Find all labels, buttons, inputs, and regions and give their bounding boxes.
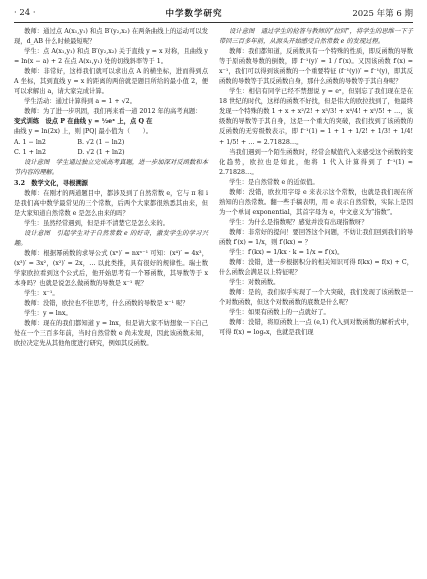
left-column (14, 27, 208, 350)
body-paragraph: 学生：为什么是指数呢？感觉并没有出现指数呀？ (229, 218, 368, 226)
body-paragraph: 教师：我们都知道，反函数具有一个特殊的性质，即反函数的导数等于原函数导数的倒数，即 f⁻¹(y)′ = 1 / f′(x)。又因该函数 f′(x) = x⁻¹，我们可以得到该函数的一个重要特征 (f⁻¹(y))′ = f⁻¹(y)，即其反函数的导数等于其反函数自身，那什么函数的导数等于其自身呢？ (219, 48, 413, 86)
body-paragraph: 学生：相信有同学已经不禁想说 y = eˣ，但别忘了我们现在是在 18 世纪的时代，这样的函数不好找，但是伟大的欧拉找到了，他最终发现一个特殊的数 1 + x + x²/2! + x³/3! + x⁴/4! + x⁵/5! + …，该级数的导数等于其自身，这是一个重大的突破，我们找到了该函数的反函数的无穷级数表示，即 f⁻¹(1) = 1 + 1 + 1/2! + 1/3! + 1/4! + 1/5! + … ≈ 2.71828…。 (219, 88, 413, 146)
body-paragraph: 曲线 y = ln(2x) 上，则 |PQ| 最小值为（ ）。 (14, 128, 153, 136)
body-paragraph: 教师：是的，我们似乎实现了一个大突破，我们发现了该函数是一个对数函数，但这个对数函数的底数是什么呢？ (219, 289, 413, 307)
body-paragraph: 教师：没错，进一步根据积分的相关知识可得 f(kx) = f(x) + C，什么函数会满足以上特征呢？ (219, 259, 413, 277)
issue-label: 2025 年第 6 期 (352, 9, 413, 19)
page-number: · 24 · (14, 8, 36, 18)
body-paragraph: 学生：f′(kx) = 1/kx · k = 1/x = f′(x)。 (229, 249, 344, 257)
body-paragraph: 教师：非常好的提问！要回答这个问题，不妨让我们回到我们的导函数 f′(x) = 1/x，则 f′(kx) = ？ (219, 228, 413, 246)
right-column (219, 27, 413, 338)
design-intent-paragraph: 设计意图 引起学生对于自然常数 e 的好奇，激发学生的学习兴趣。 (14, 229, 208, 247)
body-paragraph: 教师：非常好，这样我们就可以求出点 A 的横坐标，进而得到点 A 坐标，其到直线 y = x 的距离的两倍就是题目所给的最小值 2，便可以求解出 a，请大家完成计算。 (14, 68, 208, 96)
exercise-heading: 变式训练 设点 P 在曲线 y = ½eˣ 上，点 Q 在 (14, 118, 153, 126)
body-paragraph: 教师：没错，欧拉用字母 e 来表示这个常数，也就是我们现在所熟知的自然常数。翻一些手稿表明，用 e 表示自然常数，实际上是因为一个单词 exponential，其首字母为 e，中文意义为“指数”。 (219, 188, 413, 216)
design-intent-paragraph: 设计意图 学生通过独立完成高考真题，进一步加深对反函数和本节内容的理解。 (14, 158, 208, 176)
body-paragraph: 学生：是自然常数 e 的近似值。 (229, 178, 319, 186)
journal-title: 中学数学研究 (165, 9, 223, 19)
body-paragraph: 教师：现在的我们都知道 y = lnx，但是请大家不妨想象一下自己处在一个三百多年前，当时自然常数 e 尚未发现，因此该函数未知，欧拉决定先从其他角度进行研究，例如其反函数。 (14, 320, 208, 348)
body-paragraph: 教师：根据幂函数的求导公式 (xⁿ)′ = nxⁿ⁻¹ 可知：(x⁴)′ = 4x³，(x³)′ = 3x²，(x²)′ = 2x，… 以此类推，具有很好的规律性。瑞士数学家欧拉看到这个公式后，他开始思考有一个幂函数，其导数等于 x 本身吗？也就是说怎么做函数的导数是 x⁻¹ 呢？ (14, 250, 208, 288)
body-paragraph: 学生：x⁻¹。 (24, 290, 59, 298)
body-paragraph: 学生：点 A(x₁,y₁) 和点 B′(y₂,x₂) 关于直线 y = x 对称，且曲线 y = ln(x − a) + 2 在点 A(x₁,y₁) 处的切线斜率等于 1。 (14, 48, 208, 66)
body-paragraph: 教师：在刚才的两道题目中，都涉及到了自然常数 e，它与 π 和 i 是我们高中数学最常见的三个常数，后两个大家都很熟悉其由来，但是大家知道自然常数 e 是怎么由来的吗？ (14, 189, 208, 217)
body-paragraph: 教师：通过点 A(x₁,y₁) 和点 B′(y₂,x₂) 在两条曲线上的运动可以发现，d_AB 什么时候最短呢？ (14, 28, 208, 46)
body-paragraph: 学生：对数函数。 (229, 279, 280, 287)
body-paragraph: 学生活动：通过计算得到 a = 1 + √2。 (24, 98, 136, 106)
body-paragraph: C. 1 + ln2 D. √2 (1 + ln2) (14, 148, 125, 156)
design-intent-paragraph: 设计意图 通过学生的抢答与教师的“拉回”，将学生的思维一下子带回三百多年前，从源头开始感受自然常数 e 的发现过程。 (219, 28, 413, 46)
body-paragraph: 教师：没错，将原函数上一点 (e,1) 代入到对数函数的解析式中，可得 f(x) = logₑx，也就是我们现 (219, 319, 413, 337)
body-paragraph: 教师：没错，欧拉也不住思考，什么函数的导数是 x⁻¹ 呢？ (24, 300, 189, 308)
body-paragraph: 教师：为了进一步巩固，我们再来看一道 2012 年的高考真题： (24, 108, 202, 116)
body-paragraph: 学生：虽然经常遇到，但是并不清楚它是怎么来的。 (24, 219, 169, 227)
body-paragraph: 学生：y = lnx。 (24, 310, 72, 318)
body-paragraph: 学生：如果有函数上的一点就好了。 (229, 309, 330, 317)
section-heading: 3.2 数学文化，寻根溯源 (14, 179, 88, 187)
body-paragraph: 当我们遇到一个陌生函数时，经常会赋值代入来感受这个函数的变化趋势，欧拉也是如此，他将 1 代入计算得到了 f⁻¹(1) ≈ 2.71828…。 (219, 148, 413, 176)
page-header (14, 6, 413, 23)
body-paragraph: A. 1 − ln2 B. √2 (1 − ln2) (14, 138, 125, 146)
